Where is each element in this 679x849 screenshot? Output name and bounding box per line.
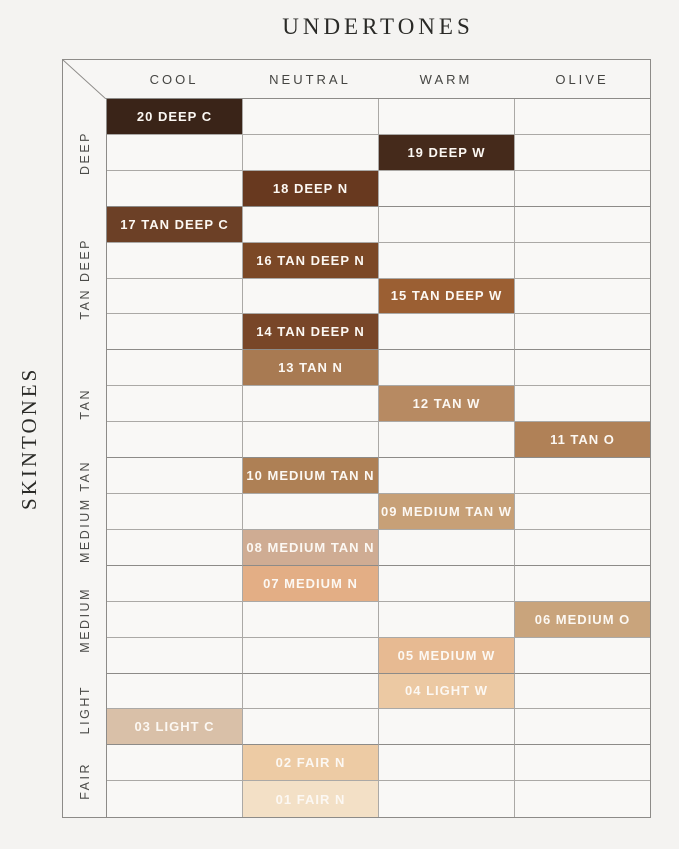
shade-label: 11 TAN O	[550, 432, 615, 448]
skintones-axis-title: SKINTONES	[17, 366, 41, 511]
empty-cell	[379, 602, 515, 638]
shade-row-14-tan-deep-n	[107, 314, 650, 350]
shade-label: 13 TAN N	[278, 360, 343, 376]
shade-row-19-deep-w	[107, 135, 650, 171]
empty-cell	[107, 135, 243, 171]
skintone-group-fair	[63, 745, 106, 817]
shade-swatch-15-tan-deep-w	[379, 279, 515, 315]
shade-label: 17 TAN DEEP C	[120, 216, 229, 232]
empty-cell	[515, 458, 650, 494]
empty-cell	[515, 386, 650, 422]
empty-cell	[107, 422, 243, 458]
empty-cell	[515, 781, 650, 817]
empty-cell	[243, 602, 379, 638]
skintone-group-medium-tan	[63, 458, 106, 566]
skintone-group-medium	[63, 566, 106, 674]
shade-swatch-12-tan-w	[379, 386, 515, 422]
empty-cell	[379, 99, 515, 135]
empty-cell	[515, 350, 650, 386]
empty-cell	[243, 709, 379, 745]
empty-cell	[243, 494, 379, 530]
skintone-group-tan	[63, 350, 106, 458]
shade-swatch-06-medium-o	[515, 602, 650, 638]
shade-row-02-fair-n	[107, 745, 650, 781]
shade-label: 19 DEEP W	[407, 144, 486, 160]
shade-label: 06 MEDIUM O	[534, 611, 631, 627]
shade-row-04-light-w	[107, 674, 650, 710]
undertones-title: UNDERTONES	[282, 14, 474, 39]
shade-swatch-17-tan-deep-c	[107, 207, 243, 243]
shade-label: 20 DEEP C	[136, 108, 213, 124]
empty-cell	[515, 171, 650, 207]
empty-cell	[107, 386, 243, 422]
skintone-group-light	[63, 673, 106, 745]
empty-cell	[107, 530, 243, 566]
shade-label: 02 FAIR N	[275, 755, 346, 771]
shade-row-06-medium-o	[107, 602, 650, 638]
undertone-header-olive: OLIVE	[555, 71, 609, 87]
empty-cell	[107, 566, 243, 602]
empty-cell	[107, 350, 243, 386]
shade-label: 15 TAN DEEP W	[390, 288, 503, 304]
shade-row-18-deep-n	[107, 171, 650, 207]
empty-cell	[243, 638, 379, 674]
shade-row-16-tan-deep-n	[107, 243, 650, 279]
shade-swatch-11-tan-o	[515, 422, 650, 458]
shade-label: 03 LIGHT C	[134, 719, 215, 735]
empty-cell	[515, 494, 650, 530]
shade-row-11-tan-o	[107, 422, 650, 458]
empty-cell	[515, 135, 650, 171]
empty-cell	[107, 171, 243, 207]
empty-cell	[107, 243, 243, 279]
shade-swatch-13-tan-n	[243, 350, 379, 386]
empty-cell	[107, 279, 243, 315]
shade-row-10-medium-tan-n	[107, 458, 650, 494]
shade-row-08-medium-tan-n	[107, 530, 650, 566]
shade-swatch-07-medium-n	[243, 566, 379, 602]
shade-swatch-05-medium-w	[379, 638, 515, 674]
empty-cell	[243, 422, 379, 458]
shade-swatch-01-fair-n	[243, 781, 379, 817]
empty-cell	[515, 745, 650, 781]
empty-cell	[515, 638, 650, 674]
empty-cell	[515, 279, 650, 315]
shade-row-20-deep-c	[107, 99, 650, 135]
empty-cell	[515, 99, 650, 135]
empty-cell	[515, 566, 650, 602]
empty-cell	[107, 494, 243, 530]
shade-label: 10 MEDIUM TAN N	[246, 468, 375, 484]
empty-cell	[379, 207, 515, 243]
empty-cell	[379, 350, 515, 386]
empty-cell	[107, 781, 243, 817]
undertone-header-warm: WARM	[419, 71, 473, 87]
empty-cell	[107, 458, 243, 494]
empty-cell	[107, 602, 243, 638]
shade-row-07-medium-n	[107, 566, 650, 602]
skintone-group-label: FAIR	[77, 762, 92, 800]
shade-swatch-18-deep-n	[243, 171, 379, 207]
empty-cell	[379, 781, 515, 817]
shade-row-05-medium-w	[107, 638, 650, 674]
shade-swatch-20-deep-c	[107, 99, 243, 135]
shade-swatch-03-light-c	[107, 709, 243, 745]
skintone-group-deep	[63, 99, 106, 207]
empty-cell	[107, 638, 243, 674]
shade-row-03-light-c	[107, 709, 650, 745]
shade-row-17-tan-deep-c	[107, 207, 650, 243]
shade-label: 01 FAIR N	[275, 791, 346, 807]
skintone-group-label: TAN DEEP	[77, 237, 92, 320]
shade-row-01-fair-n	[107, 781, 650, 817]
empty-cell	[379, 745, 515, 781]
empty-cell	[515, 674, 650, 710]
skintone-group-tan-deep	[63, 207, 106, 351]
empty-cell	[515, 314, 650, 350]
skintone-group-label: MEDIUM	[77, 586, 92, 653]
undertone-header-neutral: NEUTRAL	[269, 71, 351, 87]
empty-cell	[379, 422, 515, 458]
shade-label: 18 DEEP N	[272, 180, 349, 196]
shade-swatch-16-tan-deep-n	[243, 243, 379, 279]
empty-cell	[379, 530, 515, 566]
shade-label: 09 MEDIUM TAN W	[380, 503, 513, 519]
empty-cell	[107, 314, 243, 350]
empty-cell	[243, 99, 379, 135]
shade-label: 12 TAN W	[412, 396, 481, 412]
empty-cell	[243, 135, 379, 171]
empty-cell	[379, 314, 515, 350]
empty-cell	[515, 530, 650, 566]
empty-cell	[515, 243, 650, 279]
empty-cell	[379, 458, 515, 494]
empty-cell	[107, 745, 243, 781]
corner-diagonal-line	[63, 60, 106, 99]
skintone-group-labels	[63, 99, 106, 817]
shade-label: 08 MEDIUM TAN N	[246, 539, 375, 555]
shade-swatch-19-deep-w	[379, 135, 515, 171]
shade-row-15-tan-deep-w	[107, 279, 650, 315]
shade-grid	[106, 99, 650, 817]
empty-cell	[379, 171, 515, 207]
skintone-group-label: LIGHT	[77, 684, 92, 734]
shade-swatch-09-medium-tan-w	[379, 494, 515, 530]
shade-label: 16 TAN DEEP N	[256, 252, 365, 268]
empty-cell	[243, 386, 379, 422]
shade-swatch-04-light-w	[379, 674, 515, 710]
empty-cell	[379, 709, 515, 745]
empty-cell	[379, 566, 515, 602]
empty-cell	[243, 674, 379, 710]
empty-cell	[243, 207, 379, 243]
shade-label: 07 MEDIUM N	[263, 575, 358, 591]
undertone-header-cool: COOL	[149, 71, 199, 87]
shade-swatch-10-medium-tan-n	[243, 458, 379, 494]
empty-cell	[379, 243, 515, 279]
shade-swatch-14-tan-deep-n	[243, 314, 379, 350]
shade-row-09-medium-tan-w	[107, 494, 650, 530]
empty-cell	[107, 674, 243, 710]
shade-row-13-tan-n	[107, 350, 650, 386]
shade-label: 04 LIGHT W	[405, 683, 488, 699]
empty-cell	[515, 709, 650, 745]
undertone-header-row	[106, 60, 650, 99]
skintone-group-label: DEEP	[77, 130, 92, 175]
skintone-group-label: TAN	[77, 388, 92, 420]
shade-row-12-tan-w	[107, 386, 650, 422]
chart-box	[62, 59, 651, 818]
skintone-group-label: MEDIUM TAN	[77, 460, 92, 564]
shade-label: 05 MEDIUM W	[397, 647, 496, 663]
empty-cell	[515, 207, 650, 243]
shade-label: 14 TAN DEEP N	[256, 324, 365, 340]
empty-cell	[243, 279, 379, 315]
shade-swatch-02-fair-n	[243, 745, 379, 781]
shade-swatch-08-medium-tan-n	[243, 530, 379, 566]
